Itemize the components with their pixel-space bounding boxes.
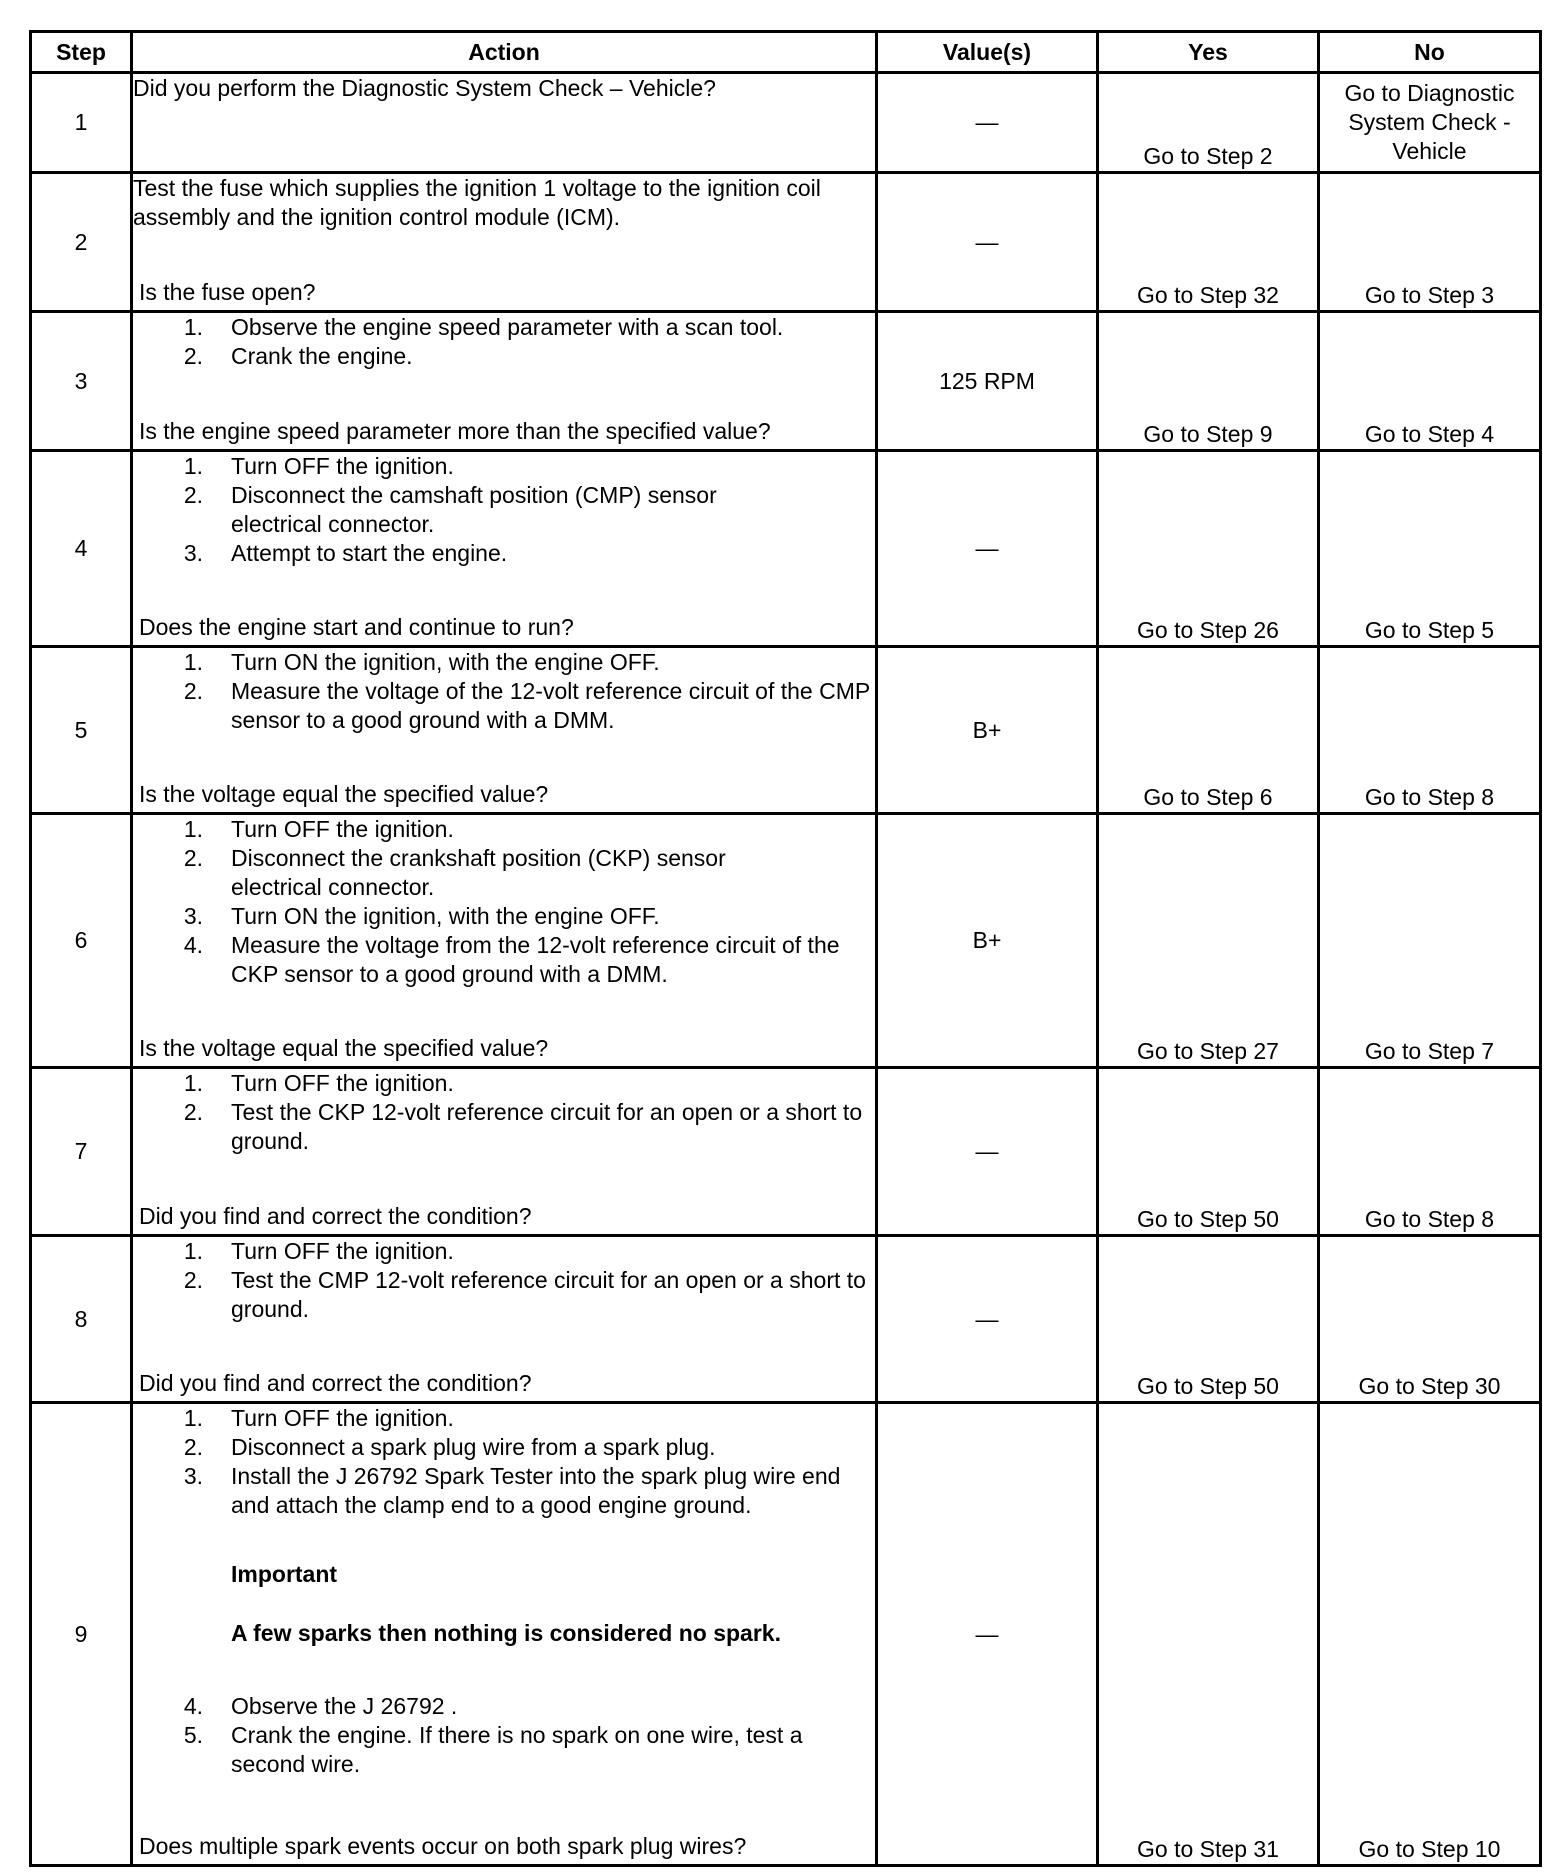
action-intro: Test the fuse which supplies the ignition 1 voltage to the ignition coil assembly and the ignition control module (ICM). — [133, 175, 821, 230]
list-item: 2. Crank the engine. — [183, 343, 413, 369]
action-question: Is the engine speed parameter more than the specified value? — [139, 418, 771, 444]
no-cell — [1319, 73, 1541, 173]
yes-cell: Go to Step 31 — [1098, 1403, 1319, 1866]
action-question: Does the engine start and continue to run? — [139, 614, 574, 640]
action-list — [133, 1237, 875, 1358]
action-cell — [132, 73, 877, 173]
action-list — [133, 1069, 875, 1190]
header-values: Value(s) — [877, 32, 1098, 73]
list-item: 2. Disconnect a spark plug wire from a spark plug. — [183, 1434, 716, 1460]
list-item: 5. Crank the engine. If there is no spark on one wire, test a second wire. — [183, 1722, 803, 1777]
value-cell: — — [877, 173, 1098, 312]
table-row — [31, 73, 1541, 173]
step-number: 3 — [31, 312, 132, 451]
action-list — [133, 648, 875, 769]
table-row — [31, 451, 1541, 647]
table-row — [31, 312, 1541, 451]
list-item: 3. Install the J 26792 Spark Tester into the spark plug wire end and attach the clamp end to a good engine ground. — [183, 1463, 841, 1518]
header-no: No — [1319, 32, 1541, 73]
action-list — [133, 815, 875, 1023]
header-step: Step — [31, 32, 132, 73]
action-body — [133, 1404, 875, 1813]
action-list — [133, 1404, 875, 1520]
yes-cell: Go to Step 50 — [1098, 1068, 1319, 1236]
action-list-continued — [133, 1692, 875, 1779]
list-item: 2. Disconnect the camshaft position (CMP) sensor electrical connector. — [183, 482, 717, 537]
list-item: 3. Attempt to start the engine. — [183, 540, 508, 566]
value-cell: — — [877, 1403, 1098, 1866]
value-cell: — — [877, 451, 1098, 647]
value-cell: — — [877, 1236, 1098, 1403]
yes-cell: Go to Step 9 — [1098, 312, 1319, 451]
action-intro: Did you perform the Diagnostic System Check – Vehicle? — [133, 75, 716, 101]
no-text: Go to Diagnostic System Check - Vehicle — [1344, 80, 1515, 164]
yes-cell: Go to Step 50 — [1098, 1236, 1319, 1403]
list-item: 3. Turn ON the ignition, with the engine OFF. — [183, 903, 660, 929]
action-question: Is the voltage equal the specified value? — [139, 1035, 549, 1061]
list-item: 2. Test the CKP 12-volt reference circuit for an open or a short to ground. — [183, 1099, 863, 1154]
step-number: 2 — [31, 173, 132, 312]
diagnostic-table — [29, 30, 1542, 1867]
action-cell — [132, 814, 877, 1068]
table-row — [31, 173, 1541, 312]
list-item: 4. Observe the J 26792 . — [183, 1693, 458, 1719]
action-cell — [132, 312, 877, 451]
list-item: 2. Measure the voltage of the 12-volt reference circuit of the CMP sensor to a good ground with a DMM. — [183, 678, 870, 733]
action-cell — [132, 1236, 877, 1403]
no-cell: Go to Step 4 — [1319, 312, 1541, 451]
action-list — [133, 452, 875, 602]
list-item: 1. Turn OFF the ignition. — [183, 1070, 454, 1096]
step-number: 9 — [31, 1403, 132, 1866]
step-number: 5 — [31, 647, 132, 814]
list-item: 2. Test the CMP 12-volt reference circuit for an open or a short to ground. — [183, 1267, 866, 1322]
list-item: 1. Turn OFF the ignition. — [183, 1405, 454, 1431]
no-cell: Go to Step 8 — [1319, 1068, 1541, 1236]
header-action: Action — [132, 32, 877, 73]
step-number: 8 — [31, 1236, 132, 1403]
header-yes: Yes — [1098, 32, 1319, 73]
table-row — [31, 814, 1541, 1068]
header-row — [31, 32, 1541, 73]
action-question: Is the fuse open? — [139, 279, 316, 305]
step-number: 6 — [31, 814, 132, 1068]
important-label: Important — [231, 1561, 338, 1587]
yes-cell: Go to Step 6 — [1098, 647, 1319, 814]
list-item: 4. Measure the voltage from the 12-volt reference circuit of the CKP sensor to a good ground with a DMM. — [183, 932, 840, 987]
step-number: 7 — [31, 1068, 132, 1236]
table-row — [31, 1068, 1541, 1236]
list-item: 2. Disconnect the crankshaft position (CKP) sensor electrical connector. — [183, 845, 726, 900]
no-cell: Go to Step 10 — [1319, 1403, 1541, 1866]
step-number: 1 — [31, 73, 132, 173]
yes-cell: Go to Step 32 — [1098, 173, 1319, 312]
value-cell: B+ — [877, 814, 1098, 1068]
action-cell — [132, 1403, 877, 1866]
value-cell: 125 RPM — [877, 312, 1098, 451]
yes-cell: Go to Step 26 — [1098, 451, 1319, 647]
no-cell: Go to Step 3 — [1319, 173, 1541, 312]
action-question: Does multiple spark events occur on both spark plug wires? — [139, 1833, 747, 1859]
yes-cell: Go to Step 2 — [1098, 73, 1319, 173]
step-number: 4 — [31, 451, 132, 647]
important-note: A few sparks then nothing is considered no spark. — [231, 1620, 781, 1646]
value-cell: B+ — [877, 647, 1098, 814]
list-item: 1. Turn OFF the ignition. — [183, 816, 454, 842]
list-item: 1. Turn OFF the ignition. — [183, 453, 454, 479]
table-row — [31, 647, 1541, 814]
action-list — [133, 313, 875, 405]
yes-cell: Go to Step 27 — [1098, 814, 1319, 1068]
action-question: Did you find and correct the condition? — [139, 1203, 532, 1229]
no-cell: Go to Step 8 — [1319, 647, 1541, 814]
list-item: 1. Turn OFF the ignition. — [183, 1238, 454, 1264]
value-cell: — — [877, 1068, 1098, 1236]
table-row — [31, 1236, 1541, 1403]
action-cell — [132, 1068, 877, 1236]
no-cell: Go to Step 30 — [1319, 1236, 1541, 1403]
list-item: 1. Observe the engine speed parameter with a scan tool. — [183, 314, 784, 340]
action-cell — [132, 647, 877, 814]
no-cell: Go to Step 5 — [1319, 451, 1541, 647]
table-row — [31, 1403, 1541, 1866]
list-item: 1. Turn ON the ignition, with the engine OFF. — [183, 649, 660, 675]
action-cell — [132, 451, 877, 647]
no-cell: Go to Step 7 — [1319, 814, 1541, 1068]
action-question: Is the voltage equal the specified value? — [139, 781, 549, 807]
action-cell — [132, 173, 877, 312]
value-cell: — — [877, 73, 1098, 173]
action-question: Did you find and correct the condition? — [139, 1370, 532, 1396]
